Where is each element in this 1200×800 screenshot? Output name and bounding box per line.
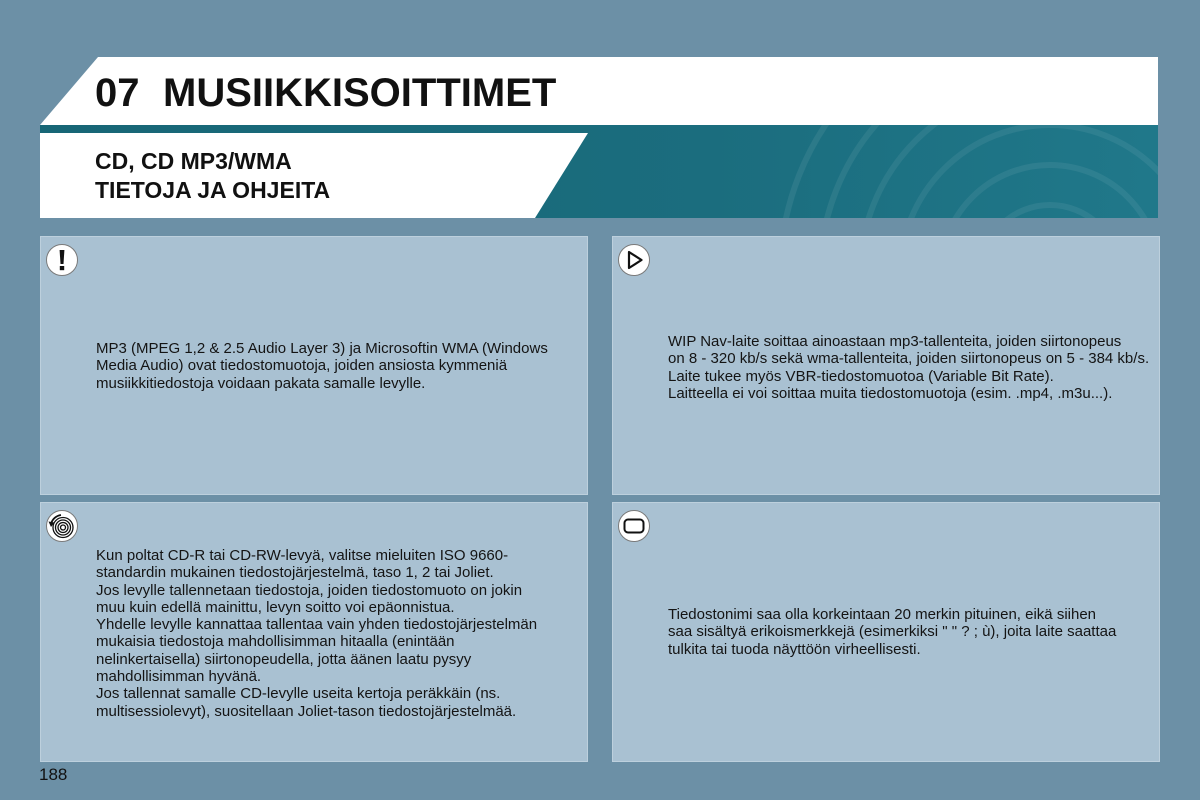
- text-line: MP3 (MPEG 1,2 & 2.5 Audio Layer 3) ja Microsoftin WMA (Windows: [96, 340, 548, 357]
- play-icon: [617, 243, 651, 277]
- section-title: CD, CD MP3/WMA: [95, 148, 292, 174]
- panel-text: [96, 547, 537, 720]
- section-subtitle: TIETOJA JA OHJEITA: [95, 177, 331, 203]
- text-line: nelinkertaisella) siirtonopeudella, jotta äänen laatu pysyy: [96, 650, 472, 668]
- text-line: saa sisältyä erikoismerkkejä (esimerkiksi " " ? ; ù), joita laite saattaa: [668, 623, 1117, 641]
- text-line: tulkita tai tuoda näyttöön virheellisesti.: [668, 640, 921, 658]
- text-line: muu kuin edellä mainittu, levyn soitto voi epäonnistua.: [96, 598, 455, 616]
- text-line: Yhdelle levylle kannattaa tallentaa vain yhden tiedostojärjestelmän: [96, 616, 538, 634]
- text-line: musiikkitiedostoja voidaan pakata samalle levylle.: [96, 374, 426, 392]
- text-line: Media Audio) ovat tiedostomuotoja, joiden ansiosta kymmeniä: [96, 357, 508, 375]
- panel-text: [668, 333, 1149, 402]
- text-line: Tiedostonimi saa olla korkeintaan 20 merkin pituinen, eikä siihen: [668, 606, 1097, 623]
- panel-text: [96, 340, 548, 392]
- info-panel-filenames: [612, 502, 1160, 762]
- text-line: WIP Nav-laite soittaa ainoastaan mp3-tallenteita, joiden siirtonopeus: [668, 333, 1122, 350]
- text-line: Laite tukee myös VBR-tiedostomuotoa (Variable Bit Rate).: [668, 367, 1054, 385]
- text-line: Jos tallennat samalle CD-levylle useita kertoja peräkkäin (ns.: [96, 685, 501, 703]
- text-line: on 8 - 320 kb/s sekä wma-tallenteita, joiden siirtonopeus on 5 - 384 kb/s.: [668, 350, 1150, 368]
- text-line: Laitteella ei voi soittaa muita tiedostomuotoja (esim. .mp4, .m3u...).: [668, 384, 1113, 402]
- chapter-number: 07: [95, 71, 140, 115]
- info-panel-disc-burning: [40, 502, 588, 762]
- page-number: 188: [39, 765, 68, 784]
- screen-icon: [617, 509, 651, 543]
- info-panel-playback: [612, 236, 1160, 495]
- text-line: Kun poltat CD-R tai CD-RW-levyä, valitse mieluiten ISO 9660-: [96, 547, 509, 564]
- text-line: Jos levylle tallennetaan tiedostoja, joiden tiedostomuoto on jokin: [96, 581, 523, 599]
- disc-icon: [45, 509, 79, 543]
- info-panel-warning: [40, 236, 588, 495]
- warning-icon: [45, 243, 79, 277]
- text-line: mukaisia tiedostoja mahdollisimman hitaalla (enintään: [96, 633, 455, 651]
- text-line: standardin mukainen tiedostojärjestelmä, taso 1, 2 tai Joliet.: [96, 564, 494, 582]
- text-line: mahdollisimman hyvänä.: [96, 668, 262, 686]
- panel-text: [668, 606, 1116, 658]
- text-line: multisessiolevyt), suositellaan Joliet-tason tiedostojärjestelmää.: [96, 702, 517, 720]
- chapter-title: MUSIIKKISOITTIMET: [163, 71, 557, 115]
